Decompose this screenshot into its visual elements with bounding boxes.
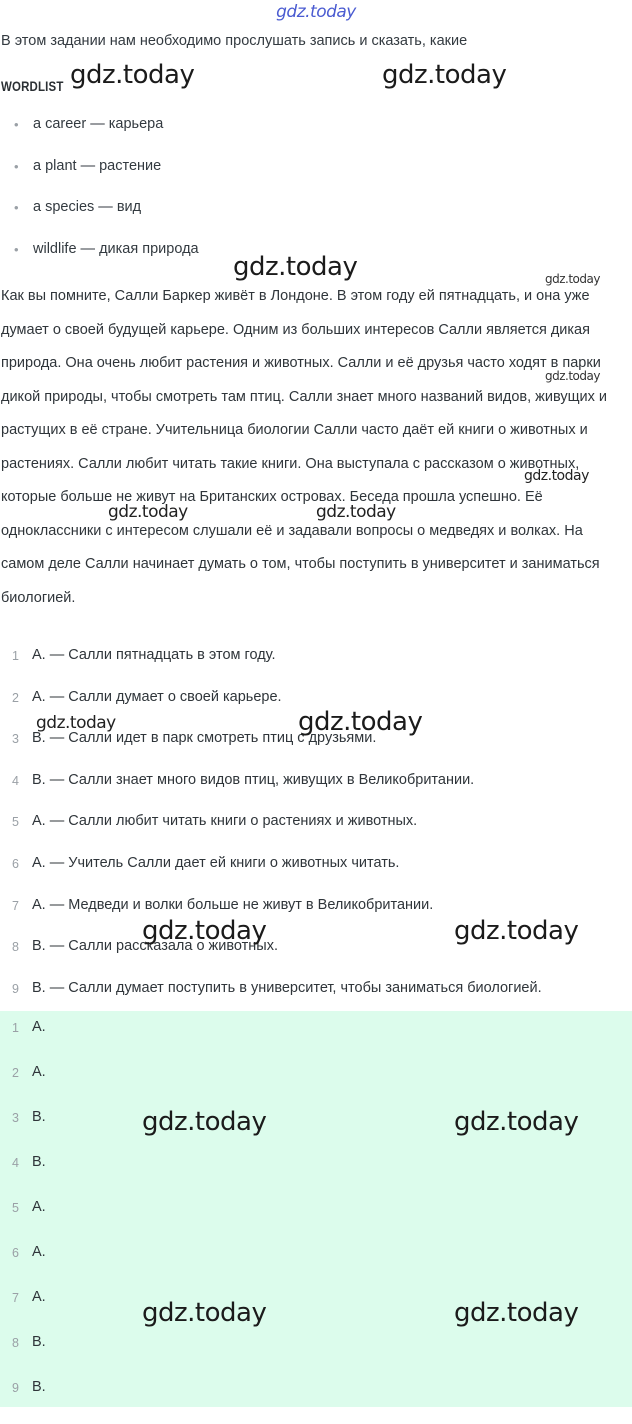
item-number: 9 <box>12 981 19 996</box>
item-number: 1 <box>12 1021 19 1035</box>
bullet-icon: • <box>14 158 19 174</box>
watermark: gdz.today <box>233 252 358 282</box>
wordlist <box>14 116 199 282</box>
watermark: gdz.today <box>545 369 600 383</box>
list-item: 4 B. <box>0 1154 46 1199</box>
list-item: 3 B. <box>0 1109 46 1154</box>
watermark: gdz.today <box>142 1107 267 1137</box>
watermark: gdz.today <box>70 60 195 90</box>
list-item: 3 B. — Салли идет в парк смотреть птиц с друзьями. <box>0 730 542 772</box>
list-item: 2 A. <box>0 1064 46 1109</box>
item-number: 8 <box>12 940 19 955</box>
item-number: 4 <box>12 1156 19 1170</box>
watermark: gdz.today <box>316 502 396 522</box>
item-number: 5 <box>12 1201 19 1215</box>
list-item: 8 B. — Салли рассказала о животных. <box>0 938 542 980</box>
watermark: gdz.today <box>108 502 188 522</box>
intro-text: В этом задании нам необходимо прослушать запись и сказать, какие <box>1 33 468 49</box>
watermark: gdz.today <box>545 272 600 286</box>
bullet-icon: • <box>14 117 19 132</box>
item-number: 6 <box>12 856 19 871</box>
item-number: 5 <box>12 815 19 830</box>
list-item: 4 B. — Салли знает много видов птиц, живущих в Великобритании. <box>0 772 542 814</box>
list-item: • wildlife — дикая природа <box>14 240 199 257</box>
story-paragraph: Как вы помните, Салли Баркер живёт в Лондоне. В этом году ей пятнадцать, и она уже думает о своей будущей карьере. Одним из больших интересов Салли является дикая природа. Она очень любит растения и животных. Салли и её друзья часто ходят в парки дикой природы, чтобы смотреть там птиц. Салли знает много названий видов, живущих и растущих в её стране. Учительница биологии Салли часто даёт ей книги о животных и растениях. Салли любит читать такие книги. Она выступала с рассказом о животных, которые больше не живут на Британских островах. Беседа прошла успешно. Её одноклассники с интересом слушали её и задавали вопросы о медведях и волках. На самом деле Салли начинает думать о том, чтобы поступить в университет и заниматься биологией. <box>1 288 607 606</box>
list-item: 7 A. — Медведи и волки больше не живут в Великобритании. <box>0 897 542 939</box>
item-number: 3 <box>12 732 19 747</box>
answer-key-box <box>0 1011 632 1407</box>
statements-list <box>0 647 542 1021</box>
bullet-icon: • <box>14 241 19 257</box>
watermark: gdz.today <box>454 1107 579 1137</box>
list-item: 1 A. <box>0 1019 46 1064</box>
item-number: 6 <box>12 1246 19 1260</box>
list-item: 5 A. <box>0 1199 46 1244</box>
answer-key-list <box>0 1019 46 1424</box>
list-item: 6 A. <box>0 1244 46 1289</box>
item-number: 8 <box>12 1336 19 1350</box>
item-number: 4 <box>12 773 19 788</box>
watermark: gdz.today <box>142 916 267 946</box>
list-item: 7 A. <box>0 1289 46 1334</box>
bullet-icon: • <box>14 200 19 215</box>
list-item: 5 A. — Салли любит читать книги о растениях и животных. <box>0 813 542 855</box>
item-number: 3 <box>12 1111 19 1125</box>
list-item: 1 A. — Салли пятнадцать в этом году. <box>0 647 542 689</box>
item-number: 1 <box>12 649 19 663</box>
list-item: 6 A. — Учитель Салли дает ей книги о животных читать. <box>0 855 542 897</box>
list-item: • a career — карьера <box>14 116 164 132</box>
site-logo[interactable]: gdz.today <box>276 2 356 22</box>
list-item: • a plant — растение <box>14 157 162 174</box>
wordlist-title: WORDLIST <box>1 78 64 94</box>
list-item: • a species — вид <box>14 199 142 215</box>
list-item: 2 A. — Салли думает о своей карьере. <box>0 689 542 731</box>
item-number: 2 <box>12 690 19 705</box>
item-number: 7 <box>12 1291 19 1305</box>
watermark: gdz.today <box>524 468 589 484</box>
list-item: 9 B. <box>0 1379 46 1424</box>
item-number: 2 <box>12 1066 19 1080</box>
watermark: gdz.today <box>454 1298 579 1328</box>
watermark: gdz.today <box>36 713 116 733</box>
item-number: 7 <box>12 898 19 913</box>
item-number: 9 <box>12 1381 19 1395</box>
watermark: gdz.today <box>382 60 507 90</box>
watermark: gdz.today <box>454 916 579 946</box>
list-item: 9 B. — Салли думает поступить в университет, чтобы заниматься биологией. <box>0 980 542 1022</box>
watermark: gdz.today <box>142 1298 267 1328</box>
list-item: 8 B. <box>0 1334 46 1379</box>
watermark: gdz.today <box>298 707 423 737</box>
